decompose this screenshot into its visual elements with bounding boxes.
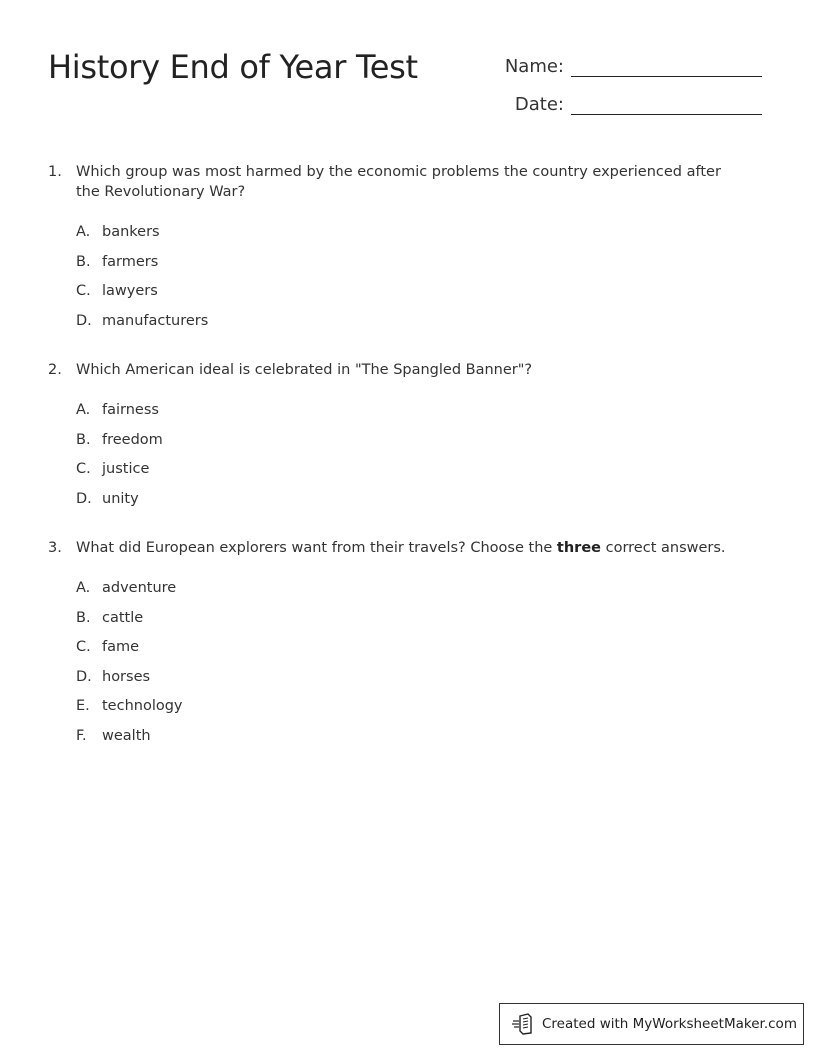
question-text-after: correct answers. [601, 540, 726, 556]
question-text: Which group was most harmed by the economic problems the country experienced after the Revolutionary War? [76, 164, 721, 200]
choice-text: bankers [102, 224, 160, 240]
choice-letter: D. [76, 490, 92, 507]
choice-letter: A. [76, 402, 91, 418]
choice-list [48, 400, 748, 518]
choice-item [76, 489, 748, 519]
choice-item [76, 252, 748, 282]
choice-letter: B. [76, 253, 91, 270]
choice-text: justice [102, 461, 150, 477]
choice-text: wealth [102, 727, 151, 744]
choice-item [76, 637, 748, 667]
choice-text: unity [102, 490, 139, 507]
question-text-before: What did European explorers want from their travels? Choose the [76, 540, 557, 556]
name-field [504, 54, 762, 77]
question-text-emphasis: three [556, 540, 601, 556]
choice-text: horses [102, 668, 151, 685]
choice-text: lawyers [102, 283, 158, 299]
choice-letter: C. [76, 639, 91, 655]
choice-item [76, 430, 748, 460]
choice-text: manufacturers [102, 312, 209, 329]
choice-text: technology [102, 698, 183, 714]
date-field [504, 92, 762, 115]
choice-text: fame [102, 639, 140, 655]
question-number: 2. [48, 362, 62, 378]
choice-item [76, 281, 748, 311]
choice-list [48, 578, 748, 755]
question-number: 1. [48, 164, 62, 180]
question-1 [48, 162, 748, 340]
choice-letter: F. [76, 727, 87, 744]
choice-text: freedom [102, 431, 163, 448]
question-number: 3. [48, 540, 62, 556]
choice-item [76, 726, 748, 756]
name-label: Name: [504, 56, 564, 77]
choice-item [76, 459, 748, 489]
choice-item [76, 222, 748, 252]
choice-letter: C. [76, 461, 91, 477]
question-2 [48, 360, 748, 518]
choice-letter: D. [76, 668, 92, 685]
choice-text: fairness [102, 402, 159, 418]
choice-item [76, 400, 748, 430]
worksheet-maker-logo-icon [512, 1013, 534, 1035]
choice-item [76, 311, 748, 341]
question-text [76, 538, 748, 558]
choice-text: cattle [102, 609, 144, 626]
choice-text: adventure [102, 580, 177, 596]
choice-letter: A. [76, 224, 91, 240]
choice-list [48, 222, 748, 340]
choice-item [76, 696, 748, 726]
name-blank-line [571, 54, 762, 77]
choice-item [76, 608, 748, 638]
choice-letter: B. [76, 609, 91, 626]
choice-text: farmers [102, 253, 159, 270]
page-title: History End of Year Test [48, 48, 418, 86]
choice-item [76, 578, 748, 608]
question-text: Which American ideal is celebrated in "The Spangled Banner"? [76, 362, 533, 378]
choice-item [76, 667, 748, 697]
choice-letter: E. [76, 698, 90, 714]
choice-letter: A. [76, 580, 91, 596]
choice-letter: D. [76, 312, 92, 329]
choice-letter: C. [76, 283, 91, 299]
date-blank-line [571, 92, 762, 115]
footer-credit[interactable] [499, 1003, 804, 1045]
choice-letter: B. [76, 431, 91, 448]
date-label: Date: [514, 94, 564, 115]
question-3 [48, 538, 748, 755]
footer-text: Created with MyWorksheetMaker.com [542, 1016, 797, 1032]
